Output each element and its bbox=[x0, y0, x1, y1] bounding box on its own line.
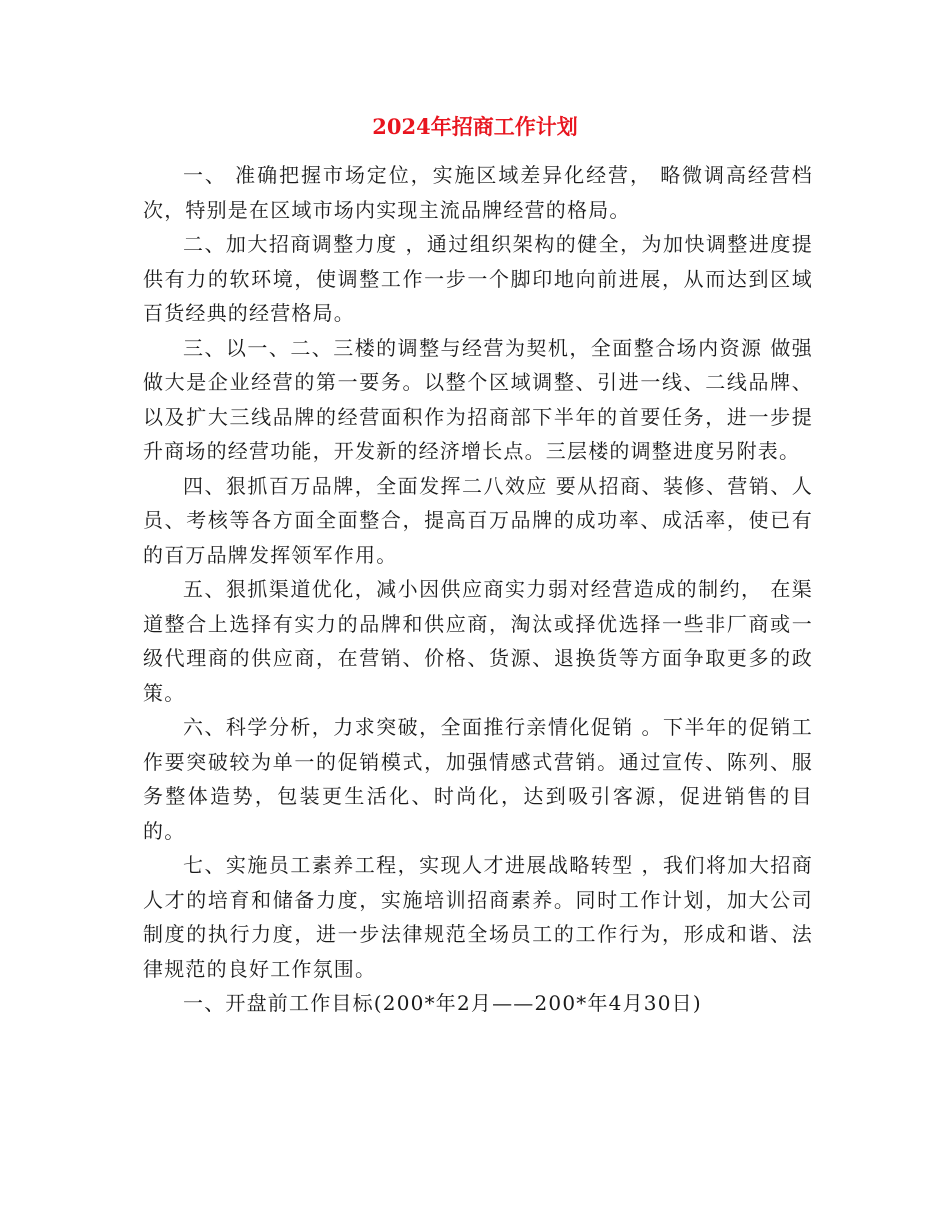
document-title: 2024年招商工作计划 bbox=[372, 114, 578, 139]
paragraph-2: 二、加大招商调整力度 ，通过组织架构的健全，为加快调整进度提供有力的软环境，使调整工作一步一个脚印地向前进展，从而达到区域百货经典的经营格局。 bbox=[143, 232, 813, 325]
paragraph-8: 一、开盘前工作目标(200*年2月——200*年4月30日) bbox=[183, 991, 702, 1015]
paragraph-3: 三、以一、二、三楼的调整与经营为契机，全面整合场内资源 做强做大是企业经营的第一要务。以整个区域调整、引进一线、二线品牌、以及扩大三线品牌的经营面积作为招商部下半年的首要任务，进一步提升商场的经营功能，开发新的经济增长点。三层楼的调整进度另附表。 bbox=[143, 335, 813, 463]
paragraph-5: 五、狠抓渠道优化，减小因供应商实力弱对经营造成的制约， 在渠道整合上选择有实力的品牌和供应商，淘汰或择优选择一些非厂商或一级代理商的供应商，在营销、价格、货源、退换货等方面争取更多的政策。 bbox=[143, 577, 813, 705]
document-body bbox=[143, 158, 813, 1021]
paragraph-1: 一、 准确把握市场定位，实施区域差异化经营， 略微调高经营档次，特别是在区域市场内实现主流品牌经营的格局。 bbox=[143, 163, 813, 222]
paragraph-4: 四、狠抓百万品牌，全面发挥二八效应 要从招商、装修、营销、人员、考核等各方面全面整合，提高百万品牌的成功率、成活率，使已有的百万品牌发挥领军作用。 bbox=[143, 473, 813, 567]
paragraph-7: 七、实施员工素养工程，实现人才进展战略转型 ，我们将加大招商人才的培育和储备力度，实施培训招商素养。同时工作计划，加大公司制度的执行力度，进一步法律规范全场员工的工作行为，形成和谐、法律规范的良好工作氛围。 bbox=[143, 853, 813, 981]
paragraph-6: 六、科学分析，力求突破，全面推行亲情化促销 。下半年的促销工作要突破较为单一的促销模式，加强情感式营销。通过宣传、陈列、服务整体造势，包装更生活化、时尚化，达到吸引客源，促进销售的目的。 bbox=[143, 715, 813, 843]
